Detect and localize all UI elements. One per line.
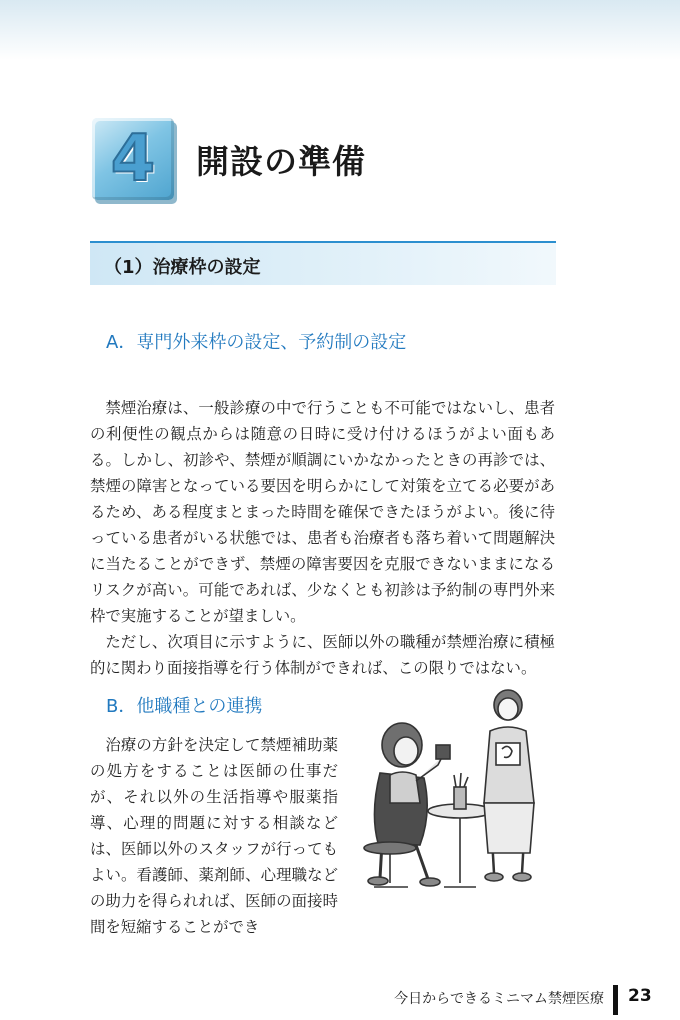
chapter-number: 4 [110, 122, 156, 196]
chapter-title: 開設の準備 [196, 142, 366, 181]
consultation-illustration [350, 683, 550, 903]
page-top-shade [0, 0, 680, 60]
paragraph: 禁煙治療は、一般診療の中で行うことも不可能ではないし、患者の利便性の観点からは随意の日時に受け付けるほうがよい面もある。しかし、初診や、禁煙が順調にいかなかったときの再診では、禁煙の障害となっている要因を明らかにして対策を立てる必要があるため、ある程度まとまった時間を確保できたほうがよい。後に待っている患者がいる状態では、患者も治療者も落ち着いて問題解決に当たることができず、禁煙の障害要因を克服できないままになるリスクが高い。可能であれば、少なくとも初診は予約制の専門外来枠で実施することが望ましい。 [90, 399, 555, 625]
footer-divider [613, 985, 618, 1015]
subsection-a-body [90, 395, 555, 681]
section-heading-bar [90, 241, 556, 285]
subsection-b-body [90, 732, 338, 940]
table-figure [428, 773, 492, 887]
paragraph: ただし、次項目に示すように、医師以外の職種が禁煙治療に積極的に関わり面接指導を行う体制ができれば、この限りではない。 [90, 633, 555, 677]
page-number: 23 [628, 986, 652, 1006]
chapter-number-badge [92, 118, 174, 200]
subsection-a-heading: A．専門外来枠の設定、予約制の設定 [106, 332, 407, 353]
footer-book-title: 今日からできるミニマム禁煙医療 [394, 991, 604, 1007]
patient-figure [364, 723, 450, 887]
subsection-b-heading: B．他職種との連携 [106, 696, 263, 717]
staff-figure [484, 690, 534, 881]
paragraph: 治療の方針を決定して禁煙補助薬の処方をすることは医師の仕事だが、それ以外の生活指導や服薬指導、心理的問題に対する相談などは、医師以外のスタッフが行ってもよい。看護師、薬剤師、心理職などの助力を得られれば、医師の面接時間を短縮することができ [90, 736, 338, 936]
section-title: （1）治療枠の設定 [104, 257, 261, 278]
